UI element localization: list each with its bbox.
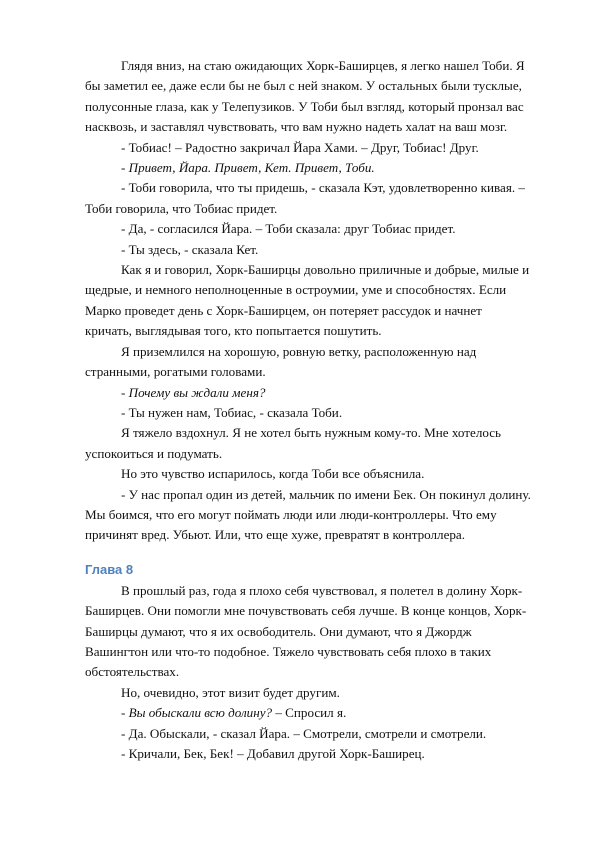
italic-thought-line: - Почему вы ждали меня? bbox=[121, 384, 266, 400]
paragraph: Как я и говорил, Хорк-Баширцы довольно приличные и добрые, милые и щедрые, и немного неполноценные в остроумии, уме и способностях. Если Марко проведет день с Хорк-Баширцем, он потеряет рассудок и начнет кричать, выглядывая того, кто попытается пошутить. bbox=[85, 262, 530, 339]
paragraph: Но, очевидно, этот визит будет другим. bbox=[121, 684, 340, 700]
italic-thought-line: - Привет, Йара. Привет, Кет. Привет, Тоби. bbox=[121, 160, 375, 176]
question-attribution: – Спросил я. bbox=[272, 705, 347, 721]
dialogue-line: - Ты нужен нам, Тобиас, - сказала Тоби. bbox=[121, 404, 343, 420]
chapter-heading: Глава 8 bbox=[85, 561, 134, 577]
paragraph: Я тяжело вздохнул. Я не хотел быть нужным кому-то. Мне хотелось успокоиться и подумать. bbox=[85, 425, 502, 461]
dialogue-line: - Тобиас! – Радостно закричал Йара Хами. – Друг, Тобиас! Друг. bbox=[121, 139, 479, 155]
paragraph: Но это чувство испарилось, когда Тоби все объяснила. bbox=[121, 466, 425, 482]
dialogue-line: - Да, - согласился Йара. – Тоби сказала: друг Тобиас придет. bbox=[121, 221, 456, 237]
dialogue-line: - Тоби говорила, что ты придешь, - сказала Кэт, удовлетворенно кивая. – Тоби говорила, что Тобиас придет. bbox=[85, 180, 525, 216]
dialogue-line: - У нас пропал один из детей, мальчик по имени Бек. Он покинул долину. Мы боимся, что его могут поймать люди или люди-контроллеры. Что ему причинят вред. Убьют. Или, что еще хуже, превратят в контроллера. bbox=[85, 486, 531, 543]
dialogue-line: - Да. Обыскали, - сказал Йара. – Смотрели, смотрели и смотрели. bbox=[121, 725, 487, 741]
italic-question: - Вы обыскали всю долину? bbox=[121, 705, 273, 721]
paragraph: Глядя вниз, на стаю ожидающих Хорк-Баширцев, я легко нашел Тоби. Я бы заметил ее, даже если бы не был с ней знаком. У остальных были тусклые, полусонные глаза, как у Телепузиков. У Тоби был взгляд, который пронзал вас насквозь, и заставлял чувствовать, что вам нужно надеть халат на ваш мозг. bbox=[85, 58, 525, 135]
dialogue-line bbox=[85, 703, 532, 723]
dialogue-line: - Ты здесь, - сказала Кет. bbox=[121, 241, 259, 257]
dialogue-line: - Кричали, Бек, Бек! – Добавил другой Хорк-Баширец. bbox=[121, 746, 425, 761]
document-body bbox=[85, 56, 532, 764]
paragraph: В прошлый раз, года я плохо себя чувствовал, я полетел в долину Хорк-Баширцев. Они помогли мне почувствовать себя лучше. В конце концов, Хорк-Баширцы думают, что я их освободитель. Они думают, что я Джордж Вашингтон или что-то подобное. Тяжело чувствовать себя плохо в таких обстоятельствах. bbox=[85, 582, 527, 680]
paragraph: Я приземлился на хорошую, ровную ветку, расположенную над странными, рогатыми головами. bbox=[85, 343, 477, 380]
